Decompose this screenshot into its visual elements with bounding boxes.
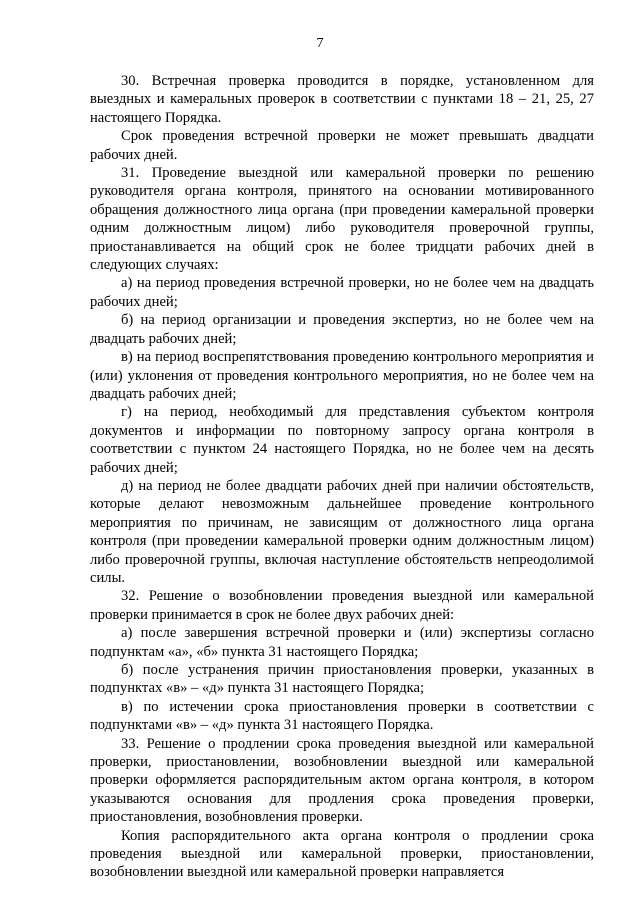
paragraph-32-b: б) после устранения причин приостановления проверки, указанных в подпунктах «в» – «д» пункта 31 настоящего Порядка;: [90, 662, 594, 697]
paragraph-31-b: б) на период организации и проведения экспертиз, но не более чем на двадцать рабочих дней;: [90, 312, 594, 347]
paragraph-32-a: а) после завершения встречной проверки и (или) экспертизы согласно подпунктам «а», «б» пункта 31 настоящего Порядка;: [90, 625, 594, 660]
document-body: [90, 72, 594, 882]
paragraph-30: 30. Встречная проверка проводится в порядке, установленном для выездных и камеральных проверок в соответствии с пунктами 18 – 21, 25, 27 настоящего Порядка.: [90, 73, 594, 126]
paragraph-32: 32. Решение о возобновлении проведения выездной или камеральной проверки принимается в срок не более двух рабочих дней:: [90, 588, 594, 623]
page-number: 7: [316, 36, 324, 51]
paragraph-31-a: а) на период проведения встречной проверки, но не более чем на двадцать рабочих дней;: [90, 275, 594, 310]
paragraph-33: 33. Решение о продлении срока проведения выездной или камеральной проверки, приостановлении, возобновлении выездной или камеральной проверки оформляется распорядительным актом органа контроля, в котором указываются основания для продления срока проведения проверки, приостановления, возобновления проверки.: [90, 735, 594, 826]
paragraph-32-v: в) по истечении срока приостановления проверки в соответствии с подпунктами «в» – «д» пункта 31 настоящего Порядка.: [90, 698, 594, 734]
paragraph-31-g: г) на период, необходимый для представления субъектом контроля документов и информации по повторному запросу органа контроля в соответствии с пунктом 24 настоящего Порядка, но не более чем на десять рабочих дней;: [90, 404, 594, 476]
paragraph-31: 31. Проведение выездной или камеральной проверки по решению руководителя органа контроля, принятого на основании мотивированного обращения должностного лица органа (при проведении камеральной проверки одним должностным лицом) либо руководителя проверочной группы, приостанавливается на общий срок не более тридцати рабочих дней в следующих случаях:: [90, 165, 594, 274]
paragraph-31-v: в) на период воспрепятствования проведению контрольного мероприятия и (или) уклонения от проведения контрольного мероприятия, но не более чем на двадцать рабочих дней;: [90, 349, 594, 402]
paragraph-30-term: Срок проведения встречной проверки не может превышать двадцати рабочих дней.: [90, 128, 594, 163]
paragraph-33-copy: Копия распорядительного акта органа контроля о продлении срока проведения выездной или камеральной проверки, приостановлении, возобновлении выездной или камеральной проверки направляется: [90, 827, 594, 881]
paragraph-31-d: д) на период не более двадцати рабочих дней при наличии обстоятельств, которые делают невозможным дальнейшее проведение контрольного мероприятия по причинам, не зависящим от должностного лица органа контроля (при проведении камеральной проверки одним должностным лицом) либо проверочной группы, включая наступление обстоятельств непреодолимой силы.: [90, 477, 594, 586]
